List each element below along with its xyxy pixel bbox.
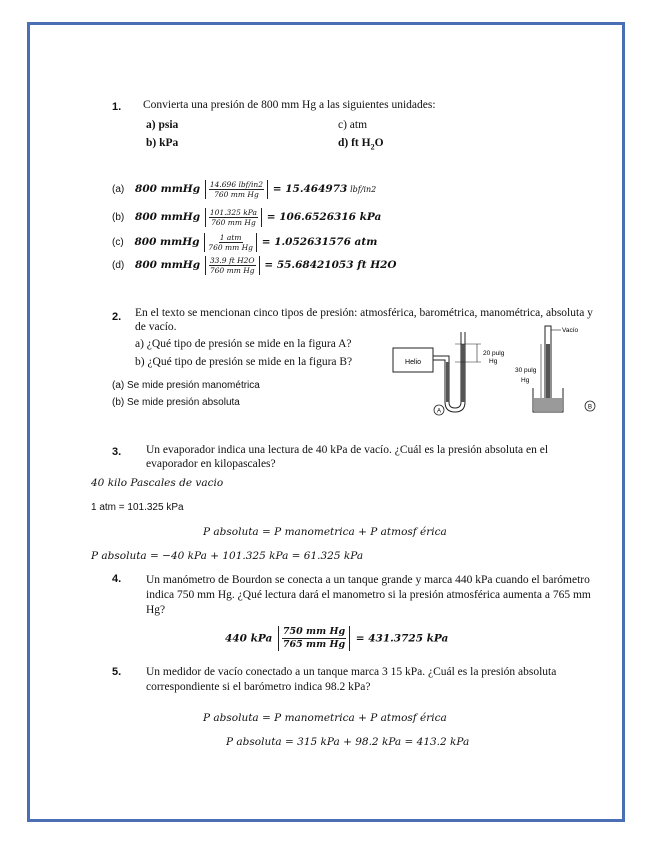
q3-atm: 1 atm = 101.325 kPa: [91, 502, 184, 513]
q5-statement: Un medidor de vacío conectado a un tanque marca 3 15 kPa. ¿Cuál es la presión absoluta correspondiente si el barómetro indica 98.2 kPa?: [146, 666, 557, 693]
q4-calc: 440 kPa $\frac{\text{750 mm Hg}}{\text{765 mm Hg}}$ = 431.3725 kPa: [225, 626, 449, 650]
q2-answer-b: (b) Se mide presión absoluta: [112, 397, 240, 408]
q2-question-a: a) ¿Qué tipo de presión se mide en la figura A?: [135, 338, 352, 350]
q3-formula: P absoluta = P manometrica + P atmosf érica: [203, 526, 447, 538]
q1-option-c: c) atm: [338, 119, 368, 131]
q4-number: 4.: [112, 573, 122, 585]
mercury-right: [461, 344, 465, 402]
q3-statement: Un evaporador indica una lectura de 40 kPa de vacío. ¿Cuál es la presión absoluta en el evaporador en kilopascales?: [146, 444, 549, 470]
q2-number: 2.: [112, 311, 122, 323]
q3-given: 40 kilo Pascales de vacio: [91, 477, 224, 489]
q5-number: 5.: [112, 666, 122, 678]
manometer-figure: [385, 322, 607, 420]
q1-option-b: b) kPa: [146, 137, 179, 149]
q2-statement: En el texto se mencionan cinco tipos de presión: atmosférica, barométrica, manométrica, absoluta y de vacío.: [135, 307, 593, 333]
figure-b-label: B: [587, 404, 593, 411]
q1-statement: Convierta una presión de 800 mm Hg a las siguientes unidades:: [143, 99, 436, 111]
q2-question-b: b) ¿Qué tipo de presión se mide en la figura B?: [135, 356, 353, 368]
q1-option-d: d) ft $H_2O$: [338, 137, 384, 152]
q3-number: 3.: [112, 446, 122, 458]
b-height-label: 30 pulg: [515, 367, 537, 374]
a-unit-label: Hg: [489, 358, 498, 365]
q2-answer-a: (a) Se mide presión manométrica: [112, 380, 260, 391]
q5-result: P absoluta = 315 kPa + 98.2 kPa = 413.2 kPa: [226, 736, 470, 748]
helio-label: Helio: [405, 359, 421, 366]
barometer-mercury: [546, 344, 550, 402]
q1-number: 1.: [112, 101, 122, 113]
dish-mercury: [534, 398, 562, 411]
q1-answer-a: (a) 800 mmHg $\frac{\text{14.696 lbf/in2}}{\text{760 mm Hg}}$ = 15.464973 lbf/in2: [112, 180, 377, 199]
q1-answer-b: (b) 800 mmHg $\frac{\text{101.325 kPa}}{\text{760 mm Hg}}$ = 106.6526316 kPa: [112, 208, 382, 227]
mercury-left: [446, 362, 449, 402]
q4-statement: Un manómetro de Bourdon se conecta a un tanque grande y marca 440 kPa cuando el barómetro indica 750 mm Hg. ¿Qué lectura dará el manometro si la presión atmosférica aumenta a 765 mm Hg?: [146, 574, 591, 616]
vacio-label: Vacío: [562, 327, 579, 334]
figure-a-label: A: [436, 408, 442, 415]
page-border: [27, 22, 625, 822]
q1-option-a: a) psia: [146, 119, 179, 131]
q3-result: P absoluta = −40 kPa + 101.325 kPa = 61.325 kPa: [91, 550, 364, 562]
q1-answer-d: (d) 800 mmHg $\frac{\text{33.9 ft H2O}}{\text{760 mm Hg}}$ = 55.68421053 ft H2O: [112, 256, 397, 275]
b-unit-label: Hg: [521, 377, 530, 384]
q1-answer-c: (c) 800 mmHg $\frac{\text{1 atm}}{\text{760 mm Hg}}$ = 1.052631576 atm: [112, 233, 378, 252]
q5-formula: P absoluta = P manometrica + P atmosf érica: [203, 712, 447, 724]
a-height-label: 20 pulg: [483, 350, 505, 357]
